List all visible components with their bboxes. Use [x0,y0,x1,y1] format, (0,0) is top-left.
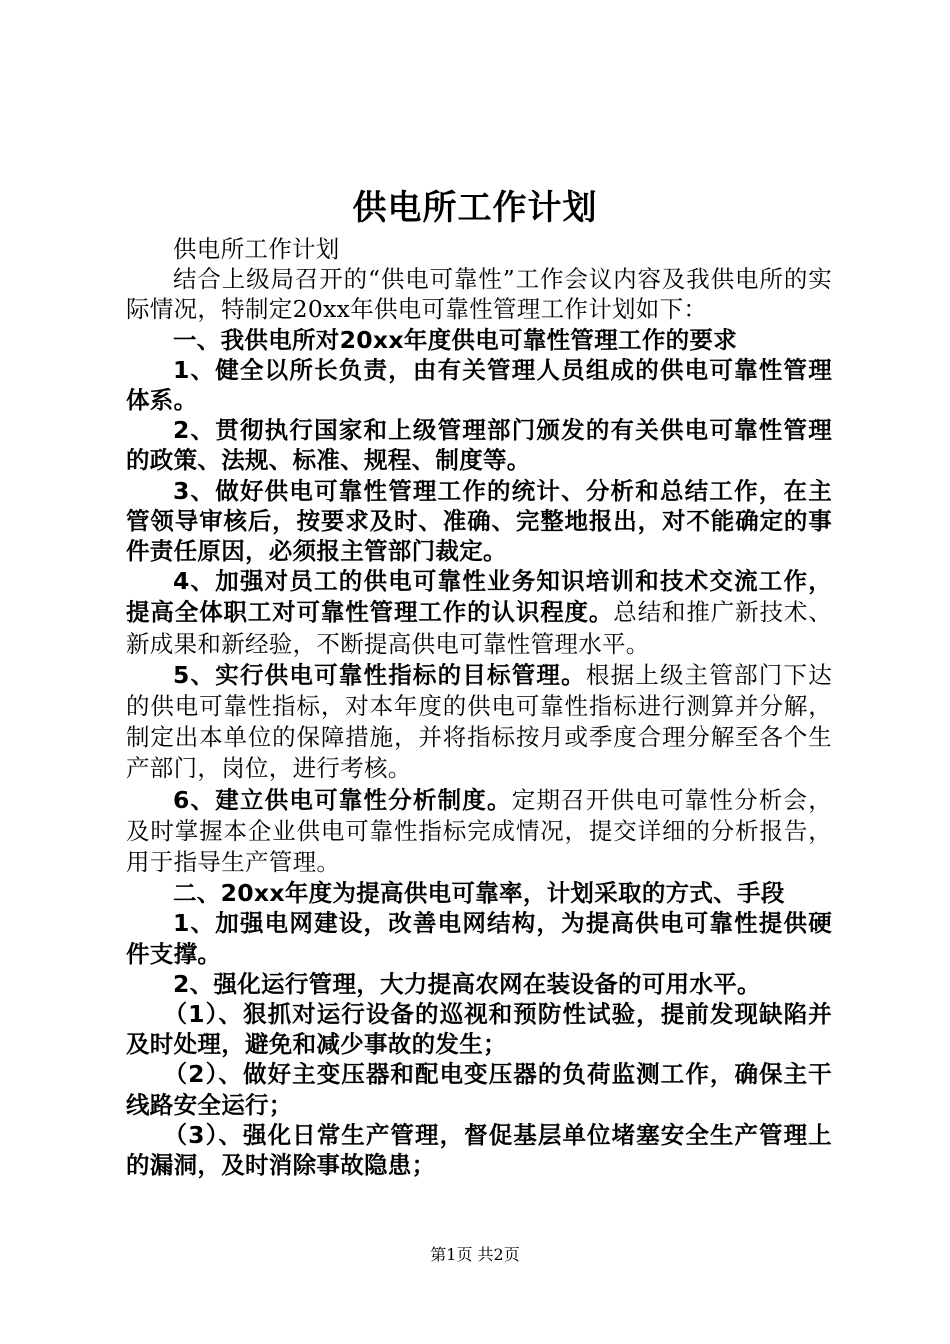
item-1-5-bold: 5、实行供电可靠性指标的目标管理。 [173,660,586,689]
subitem-2-2-3: （3）、强化日常生产管理，督促基层单位堵塞安全生产管理上的漏洞，及时消除事故隐患； [126,1120,832,1180]
item-2-1: 1、加强电网建设，改善电网结构，为提高供电可靠性提供硬件支撑。 [126,909,832,968]
item-1-6-plain: 定期召开供电可靠性分析会，及时掌握本企业供电可靠性指标完成情况，提交详细的分析报告，用于指导生产管理。 [126,785,832,877]
item-1-4 [126,566,832,660]
document-body [126,234,832,1180]
page-footer: 第1页 共2页 [430,1245,520,1264]
item-1-5 [126,660,832,785]
paragraph-intro: 结合上级局召开的“供电可靠性”工作会议内容及我供电所的实际情况，特制定20xx年供电可靠性管理工作计划如下： [126,265,832,324]
section-heading-2: 二、20xx年度为提高供电可靠率，计划采取的方式、手段 [173,879,785,908]
item-1-1: 1、健全以所长负责，由有关管理人员组成的供电可靠性管理体系。 [126,355,832,415]
item-1-4-plain: 总结和推广新技术、新成果和新经验，不断提高供电可靠性管理水平。 [126,598,833,658]
item-1-4-bold: 4、加强对员工的供电可靠性业务知识培训和技术交流工作，提高全体职工对可靠性管理工作的认识程度。 [126,567,832,627]
document-title: 供电所工作计划 [352,188,598,228]
item-2-2: 2、强化运行管理，大力提高农网在装设备的可用水平。 [173,969,761,998]
subitem-2-2-2: （2）、做好主变压器和配电变压器的负荷监测工作，确保主干线路安全运行； [126,1060,832,1119]
item-1-3: 3、做好供电可靠性管理工作的统计、分析和总结工作，在主管领导审核后，按要求及时、准确、完整地报出，对不能确定的事件责任原因，必须报主管部门裁定。 [126,476,832,566]
subitem-2-2-1: （1）、狠抓对运行设备的巡视和预防性试验，提前发现缺陷并及时处理，避免和减少事故的发生； [126,1000,832,1059]
section-heading-1: 一、我供电所对20xx年度供电可靠性管理工作的要求 [173,325,738,354]
item-1-2: 2、贯彻执行国家和上级管理部门颁发的有关供电可靠性管理的政策、法规、标准、规程、制度等。 [126,416,832,475]
paragraph-subtitle: 供电所工作计划 [173,235,340,263]
item-1-6 [126,785,832,879]
item-1-6-bold: 6、建立供电可靠性分析制度。 [173,785,512,814]
item-1-5-plain: 根据上级主管部门下达的供电可靠性指标，对本年度的供电可靠性指标进行测算并分解，制定出本单位的保障措施，并将指标按月或季度合理分解至各个生产部门，岗位，进行考核。 [126,660,833,783]
